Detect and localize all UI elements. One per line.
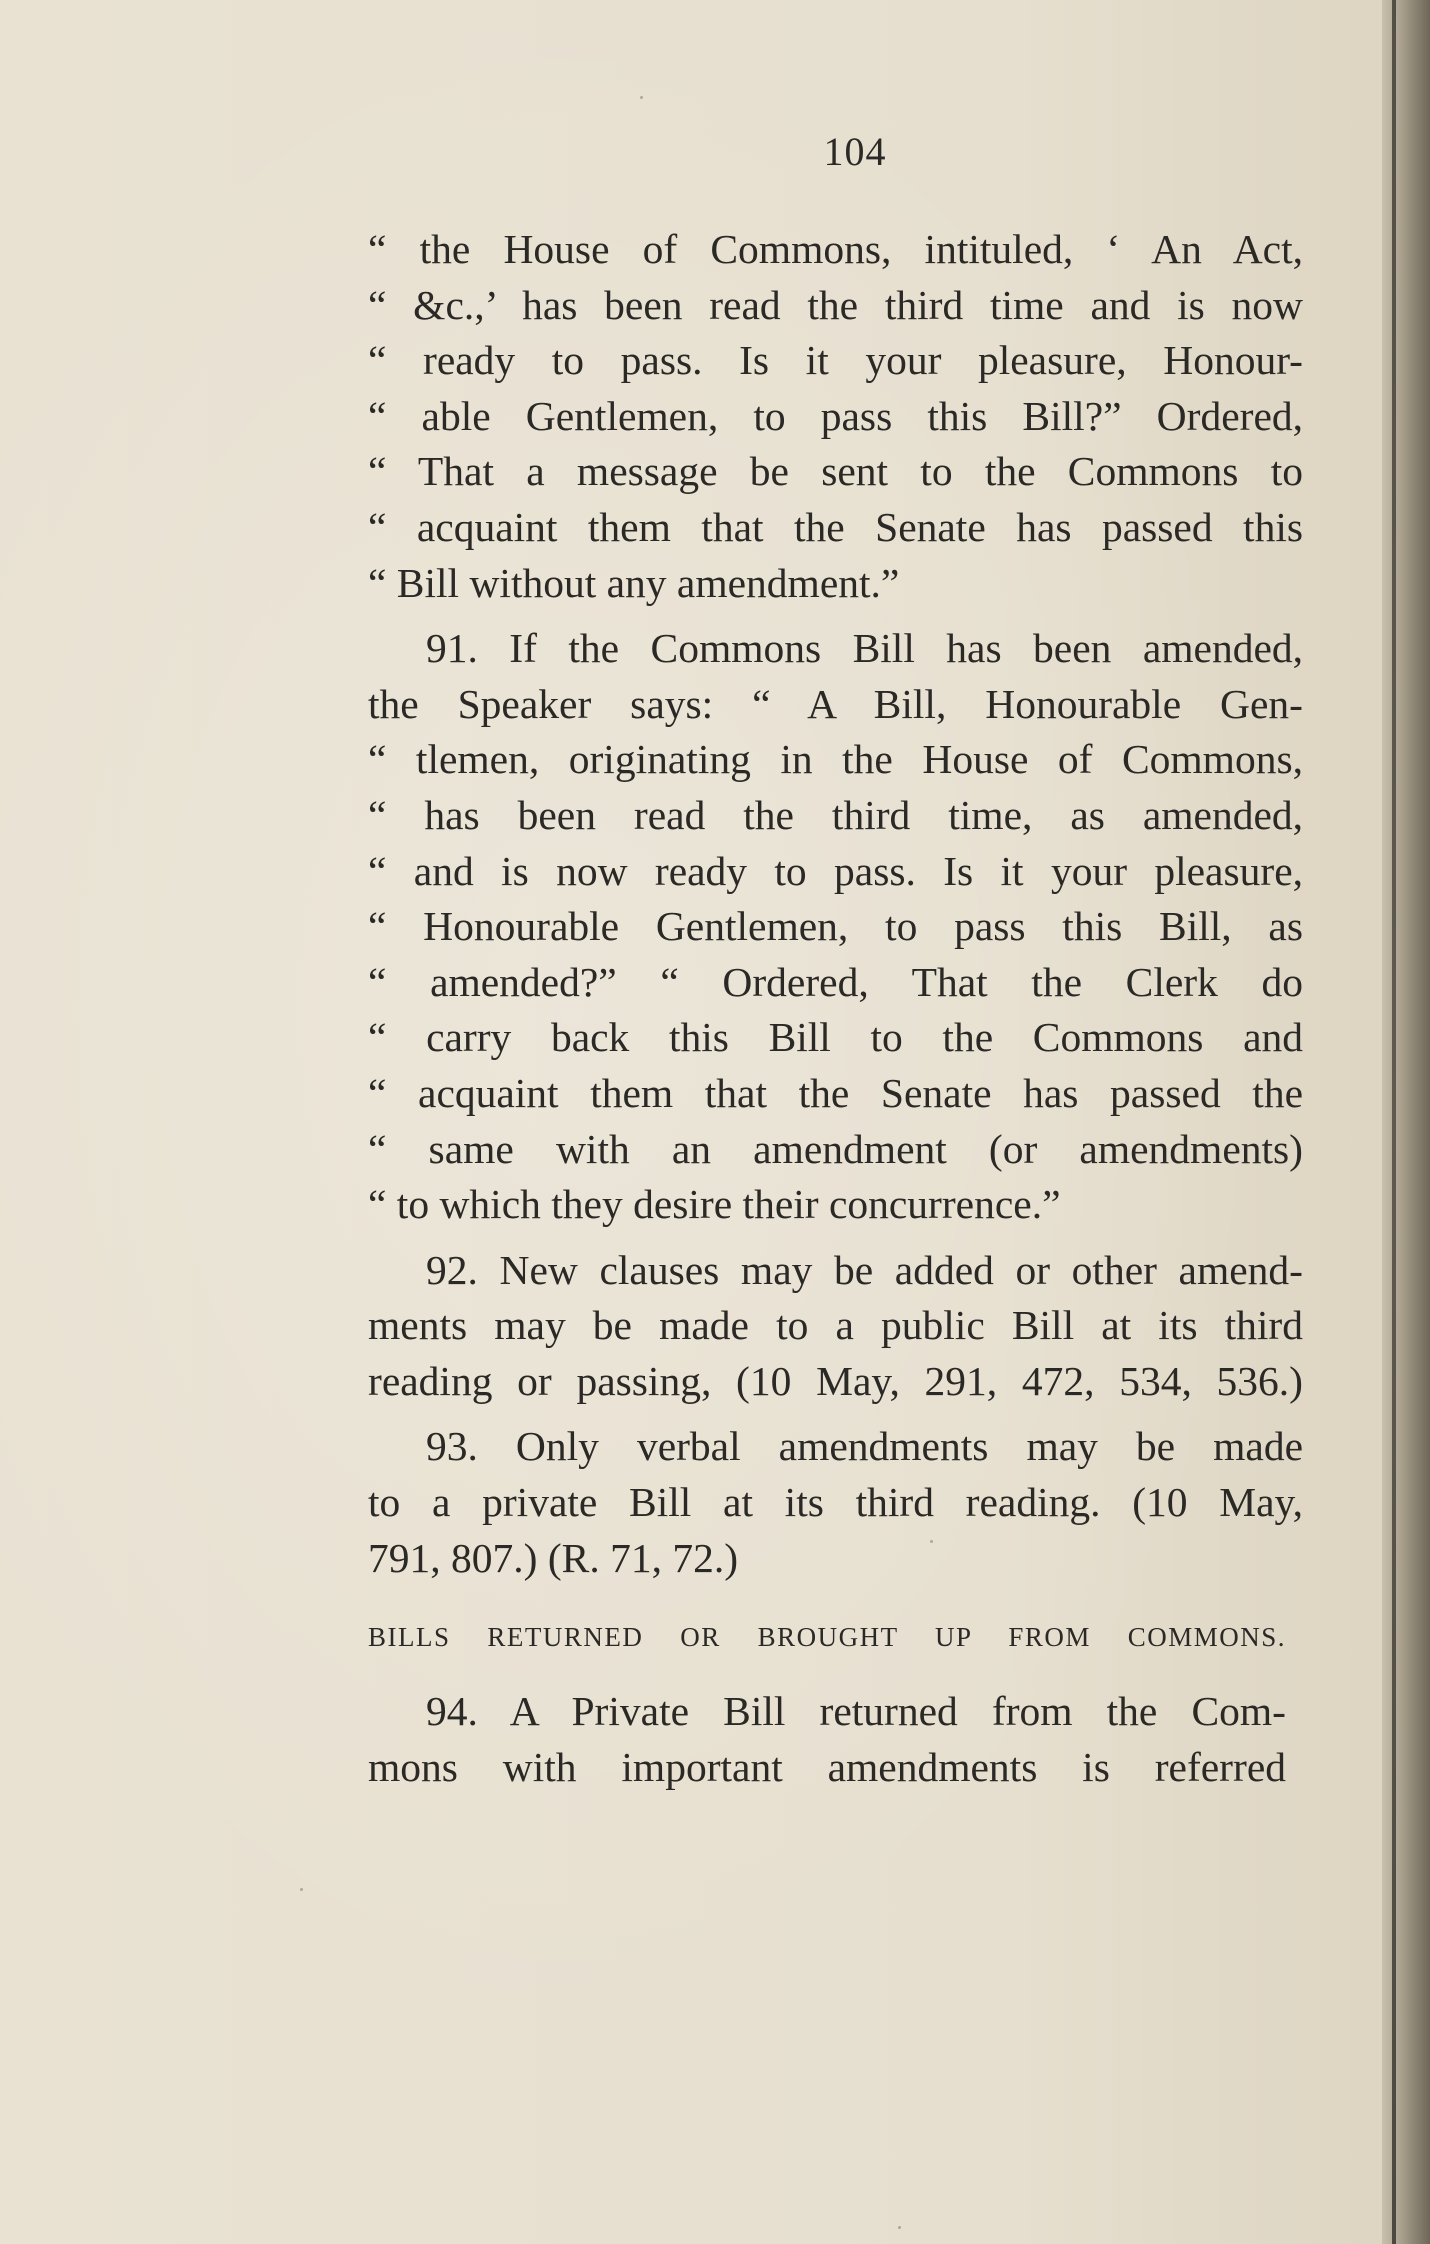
- text-line: “ the House of Commons, intituled, ‘ An Act,: [368, 226, 1303, 272]
- text-line: “ tlemen, originating in the House of Commons,: [368, 736, 1303, 783]
- text-line: reading or passing, (10 May, 291, 472, 534, 536.): [368, 1357, 1303, 1404]
- text-line: ments may be made to a public Bill at its third: [368, 1302, 1303, 1349]
- text-line: “ That a message be sent to the Commons to: [368, 448, 1303, 495]
- body-text: [368, 222, 1303, 1586]
- page-number: 104: [823, 129, 887, 174]
- text-line: to a private Bill at its third reading. (10 May,: [368, 1479, 1303, 1526]
- text-line: mons with important amendments is referred: [368, 1743, 1286, 1790]
- text-line: “ able Gentlemen, to pass this Bill?” Ordered,: [368, 392, 1303, 439]
- paragraph-92: [368, 1243, 1303, 1410]
- paragraph-91: [368, 621, 1303, 1233]
- text-line: “ Bill without any amendment.”: [368, 559, 900, 606]
- text-line: 791, 807.) (R. 71, 72.): [368, 1534, 739, 1581]
- text-line: “ &c.,’ has been read the third time and is now: [368, 281, 1303, 328]
- text-line: “ amended?” “ Ordered, That the Clerk do: [368, 958, 1303, 1005]
- section-heading: BILLS RETURNED OR BROUGHT UP FROM COMMONS.: [368, 1622, 1286, 1652]
- text-line: “ has been read the third time, as amended,: [368, 791, 1303, 838]
- body-text-continued: [368, 1684, 1286, 1795]
- text-line: “ acquaint them that the Senate has passed the: [368, 1069, 1303, 1116]
- text-line: the Speaker says: “ A Bill, Honourable Gen-: [368, 680, 1303, 727]
- text-line: “ acquaint them that the Senate has passed this: [368, 503, 1303, 550]
- text-line: “ carry back this Bill to the Commons and: [368, 1014, 1303, 1061]
- text-line: “ to which they desire their concurrence.”: [368, 1181, 1061, 1228]
- spine-shadow: [1392, 0, 1396, 2244]
- paragraph-93: [368, 1419, 1303, 1586]
- paper-speck: [898, 2226, 901, 2229]
- paragraph-94: [368, 1684, 1286, 1795]
- text-line: 92. New clauses may be added or other amend-: [426, 1246, 1303, 1293]
- text-line: 94. A Private Bill returned from the Com-: [426, 1688, 1286, 1734]
- paper-speck: [930, 1540, 933, 1543]
- paragraph-continuation: [368, 222, 1303, 611]
- paper-speck: [640, 96, 643, 99]
- text-line: “ ready to pass. Is it your pleasure, Honour-: [368, 337, 1303, 384]
- text-line: 93. Only verbal amendments may be made: [426, 1423, 1303, 1470]
- text-line: “ and is now ready to pass. Is it your pleasure,: [368, 847, 1303, 894]
- text-line: “ Honourable Gentlemen, to pass this Bill, as: [368, 903, 1303, 950]
- book-spine: [1382, 0, 1430, 2244]
- text-line: “ same with an amendment (or amendments): [368, 1125, 1303, 1172]
- text-line: 91. If the Commons Bill has been amended,: [426, 625, 1303, 672]
- paper-speck: [300, 1888, 303, 1891]
